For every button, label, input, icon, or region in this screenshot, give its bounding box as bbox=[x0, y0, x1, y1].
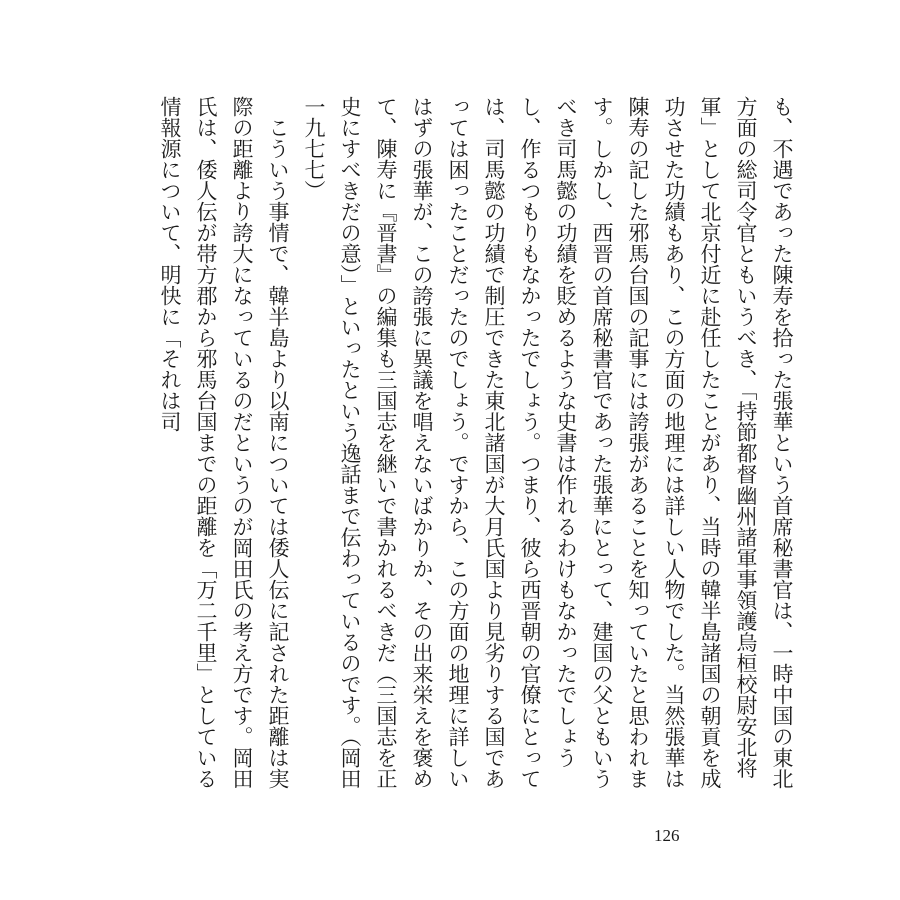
paragraph-2: こういう事情で、韓半島より以南については倭人伝に記された距離は実際の距離より誇大になっているのだというのが岡田氏の考え方です。岡田氏は、倭人伝が帯方郡から邪馬台国までの距離を「万二千里」としている情報源について、明快に「それは司 bbox=[158, 96, 290, 789]
page-number: 126 bbox=[654, 826, 680, 845]
paragraph-1: も、不遇であった陳寿を拾った張華という首席秘書官は、一時中国の東北方面の総司令官ともいうべき、「持節都督幽州諸軍事領護烏桓校尉安北将軍」として北京付近に赴任したことがあり、当時の韓半島諸国の朝貢を成功させた功績もあり、この方面の地理には詳しい人物でした。当然張華は陳寿の記した邪馬台国の記事には誇張があることを知っていたと思われます。しかし、西晋の首席秘書官であった張華にとって、建国の父ともいうべき司馬懿の功績を貶めるような史書は作れるわけもなかったでしょうし、作るつもりもなかったでしょう。つまり、彼ら西晋朝の官僚にとっては、司馬懿の功績で制圧できた東北諸国が大月氏国より見劣りする国であっては困ったことだったのでしょう。ですから、この方面の地理に詳しいはずの張華が、この誇張に異議を唱えないばかりか、その出来栄えを褒めて、陳寿に『晋書』の編集も三国志を継いで書かれるべきだ（三国志を正史にすべきだの意）」といったという逸話まで伝わっているのです。（岡田一九七七） bbox=[302, 96, 794, 789]
vertical-text-body bbox=[158, 96, 800, 796]
